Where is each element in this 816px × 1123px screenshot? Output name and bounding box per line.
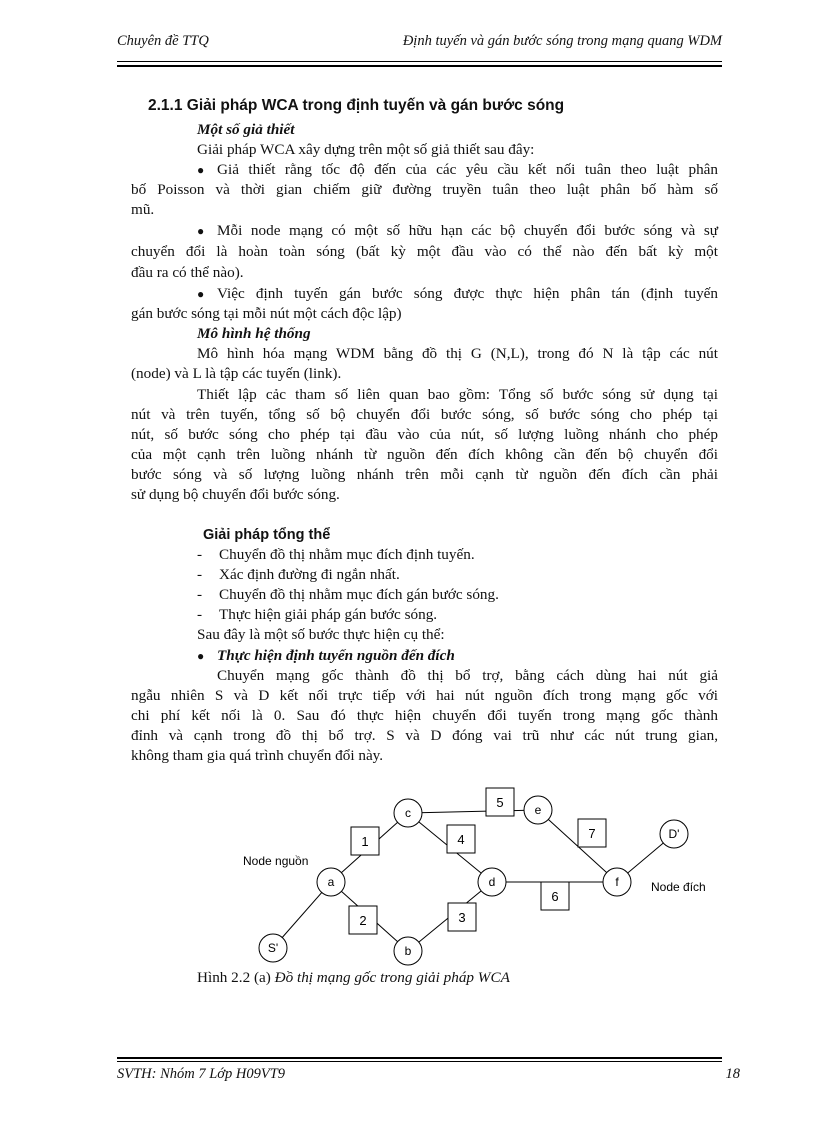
weight-label: 5 xyxy=(496,795,504,810)
node-label: d xyxy=(488,875,496,889)
edge-weight-boxes xyxy=(349,788,606,934)
footer-rule xyxy=(117,1061,722,1062)
model-para-2-line-2: nút và trên tuyến, tổng số bộ chuyển đổi bước sóng, số bước sóng cho phép tại xyxy=(131,406,718,423)
edge-c-e xyxy=(408,810,538,813)
step-para-line-1: Chuyển mạng gốc thành đồ thị bổ trợ, bằng cách dùng hai nút giả xyxy=(217,667,718,684)
weight-label: 4 xyxy=(457,832,465,847)
bullet-1-line-3: mũ. xyxy=(131,201,155,218)
model-para-2-line-5: bước sóng và số lượng luồng nhánh trên mỗi cạnh từ nguồn đến đích cần phải xyxy=(131,466,718,483)
graph-nodes xyxy=(259,796,688,965)
model-para-2-line-1: Thiết lập cảc tham số liên quan bao gồm: Tổng số bước sóng sử dụng tại xyxy=(197,386,718,403)
node-label: b xyxy=(404,944,412,958)
footer-left: SVTH: Nhóm 7 Lớp H09VT9 xyxy=(117,1066,286,1082)
bullet-1-line-2: bố Poisson và thời gian chiếm giữ đường truyền tuân theo luật phân bố hàm số xyxy=(131,181,718,198)
figure-caption: Hình 2.2 (a) Đồ thị mạng gốc trong giải pháp WCA xyxy=(197,969,510,986)
model-para-1-line-2: (node) và L là tập các tuyến (link). xyxy=(131,365,342,382)
footer-rule-thick xyxy=(117,1057,722,1059)
node-label: e xyxy=(534,803,542,817)
weight-label: 3 xyxy=(458,910,466,925)
model-para-2-line-3: nút, số bước sóng cho phép tại đầu vào của nút, số lượng luồng nhánh cho phép xyxy=(131,426,718,443)
model-heading: Mô hình hệ thống xyxy=(197,325,311,342)
step-para-line-4: đỉnh và cạnh trong đồ thị bổ trợ. S và D đóng vai trũ như các nút trung gian, xyxy=(131,727,718,744)
source-node-label: Node nguồn xyxy=(243,854,309,868)
dest-node-label: Node đích xyxy=(651,880,706,894)
bullet-2-line-2: chuyển đổi là hoàn toàn sóng (bất kỳ một đầu vào có thể nào đến bất kỳ một xyxy=(131,243,718,260)
bullet-1-line-1: ● Giả thiết rằng tốc độ đến của các yêu cầu kết nối tuân theo luật phân xyxy=(197,161,718,178)
bullet-icon: ● xyxy=(197,649,205,663)
overall-item-4: - Thực hiện giải pháp gán bước sóng. xyxy=(197,606,438,623)
header-right: Định tuyến và gán bước sóng trong mạng quang WDM xyxy=(402,33,722,49)
node-label: D' xyxy=(668,827,680,841)
overall-item-2: - Xác định đường đi ngắn nhất. xyxy=(197,566,400,583)
step-para-line-5: không tham gia quá trình chuyển đổi này. xyxy=(131,747,384,764)
node-label: f xyxy=(615,875,619,889)
weight-label: 6 xyxy=(551,889,559,904)
weight-label: 2 xyxy=(359,913,367,928)
bullet-3-line-2: gán bước sóng tại mỗi nút một cách độc lập) xyxy=(131,305,402,322)
assumptions-intro: Giải pháp WCA xây dựng trên một số giả thiết sau đây: xyxy=(197,141,535,158)
bullet-icon: ● xyxy=(197,224,205,238)
node-label: c xyxy=(405,806,411,820)
model-para-1-line-1: Mô hình hóa mạng WDM bằng đồ thị G (N,L), trong đó N là tập các nút xyxy=(197,345,718,362)
weight-label: 7 xyxy=(588,826,596,841)
overall-item-1: - Chuyển đồ thị nhằm mục đích định tuyến. xyxy=(197,546,475,563)
assumptions-heading: Một số giả thiết xyxy=(197,121,295,138)
step-para-line-3: chi phí kết nối là 0. Sau đó thực hiện chuyển đổi tuyến trong mạng gốc thành xyxy=(131,707,718,724)
step-heading: ● Thực hiện định tuyến nguồn đến đích xyxy=(197,647,455,664)
model-para-2-line-4: của một cạnh trên luồng nhánh từ nguồn đến đích không cần đến bộ chuyển đổi xyxy=(131,446,718,463)
header-left: Chuyên đề TTQ xyxy=(117,33,209,49)
section-title: 2.1.1 Giải pháp WCA trong định tuyến và gán bước sóng xyxy=(148,97,565,114)
overall-after: Sau đây là một số bước thực hiện cụ thể: xyxy=(197,626,445,643)
page-number: 18 xyxy=(725,1066,740,1082)
node-label: a xyxy=(327,875,335,889)
bullet-3-line-1: ● Việc định tuyến gán bước sóng được thực hiện phân tán (định tuyến xyxy=(197,285,718,302)
bullet-icon: ● xyxy=(197,163,205,177)
overall-item-3: - Chuyển đồ thị nhằm mục đích gán bước sóng. xyxy=(197,586,499,603)
model-para-2-line-6: sử dụng bộ chuyển đổi bước sóng. xyxy=(131,486,340,503)
bullet-2-line-1: ● Mỗi node mạng có một số hữu hạn các bộ chuyển đổi bước sóng và sự xyxy=(197,222,718,239)
weight-label: 1 xyxy=(361,834,369,849)
node-label: S' xyxy=(267,941,279,955)
overall-heading: Giải pháp tổng thể xyxy=(203,527,331,543)
bullet-icon: ● xyxy=(197,287,205,301)
step-para-line-2: ngẫu nhiên S và D kết nối trực tiếp với hai nút nguồn đích trong mạng gốc với xyxy=(131,687,718,704)
bullet-2-line-3: đầu ra có thể nào). xyxy=(131,264,244,281)
